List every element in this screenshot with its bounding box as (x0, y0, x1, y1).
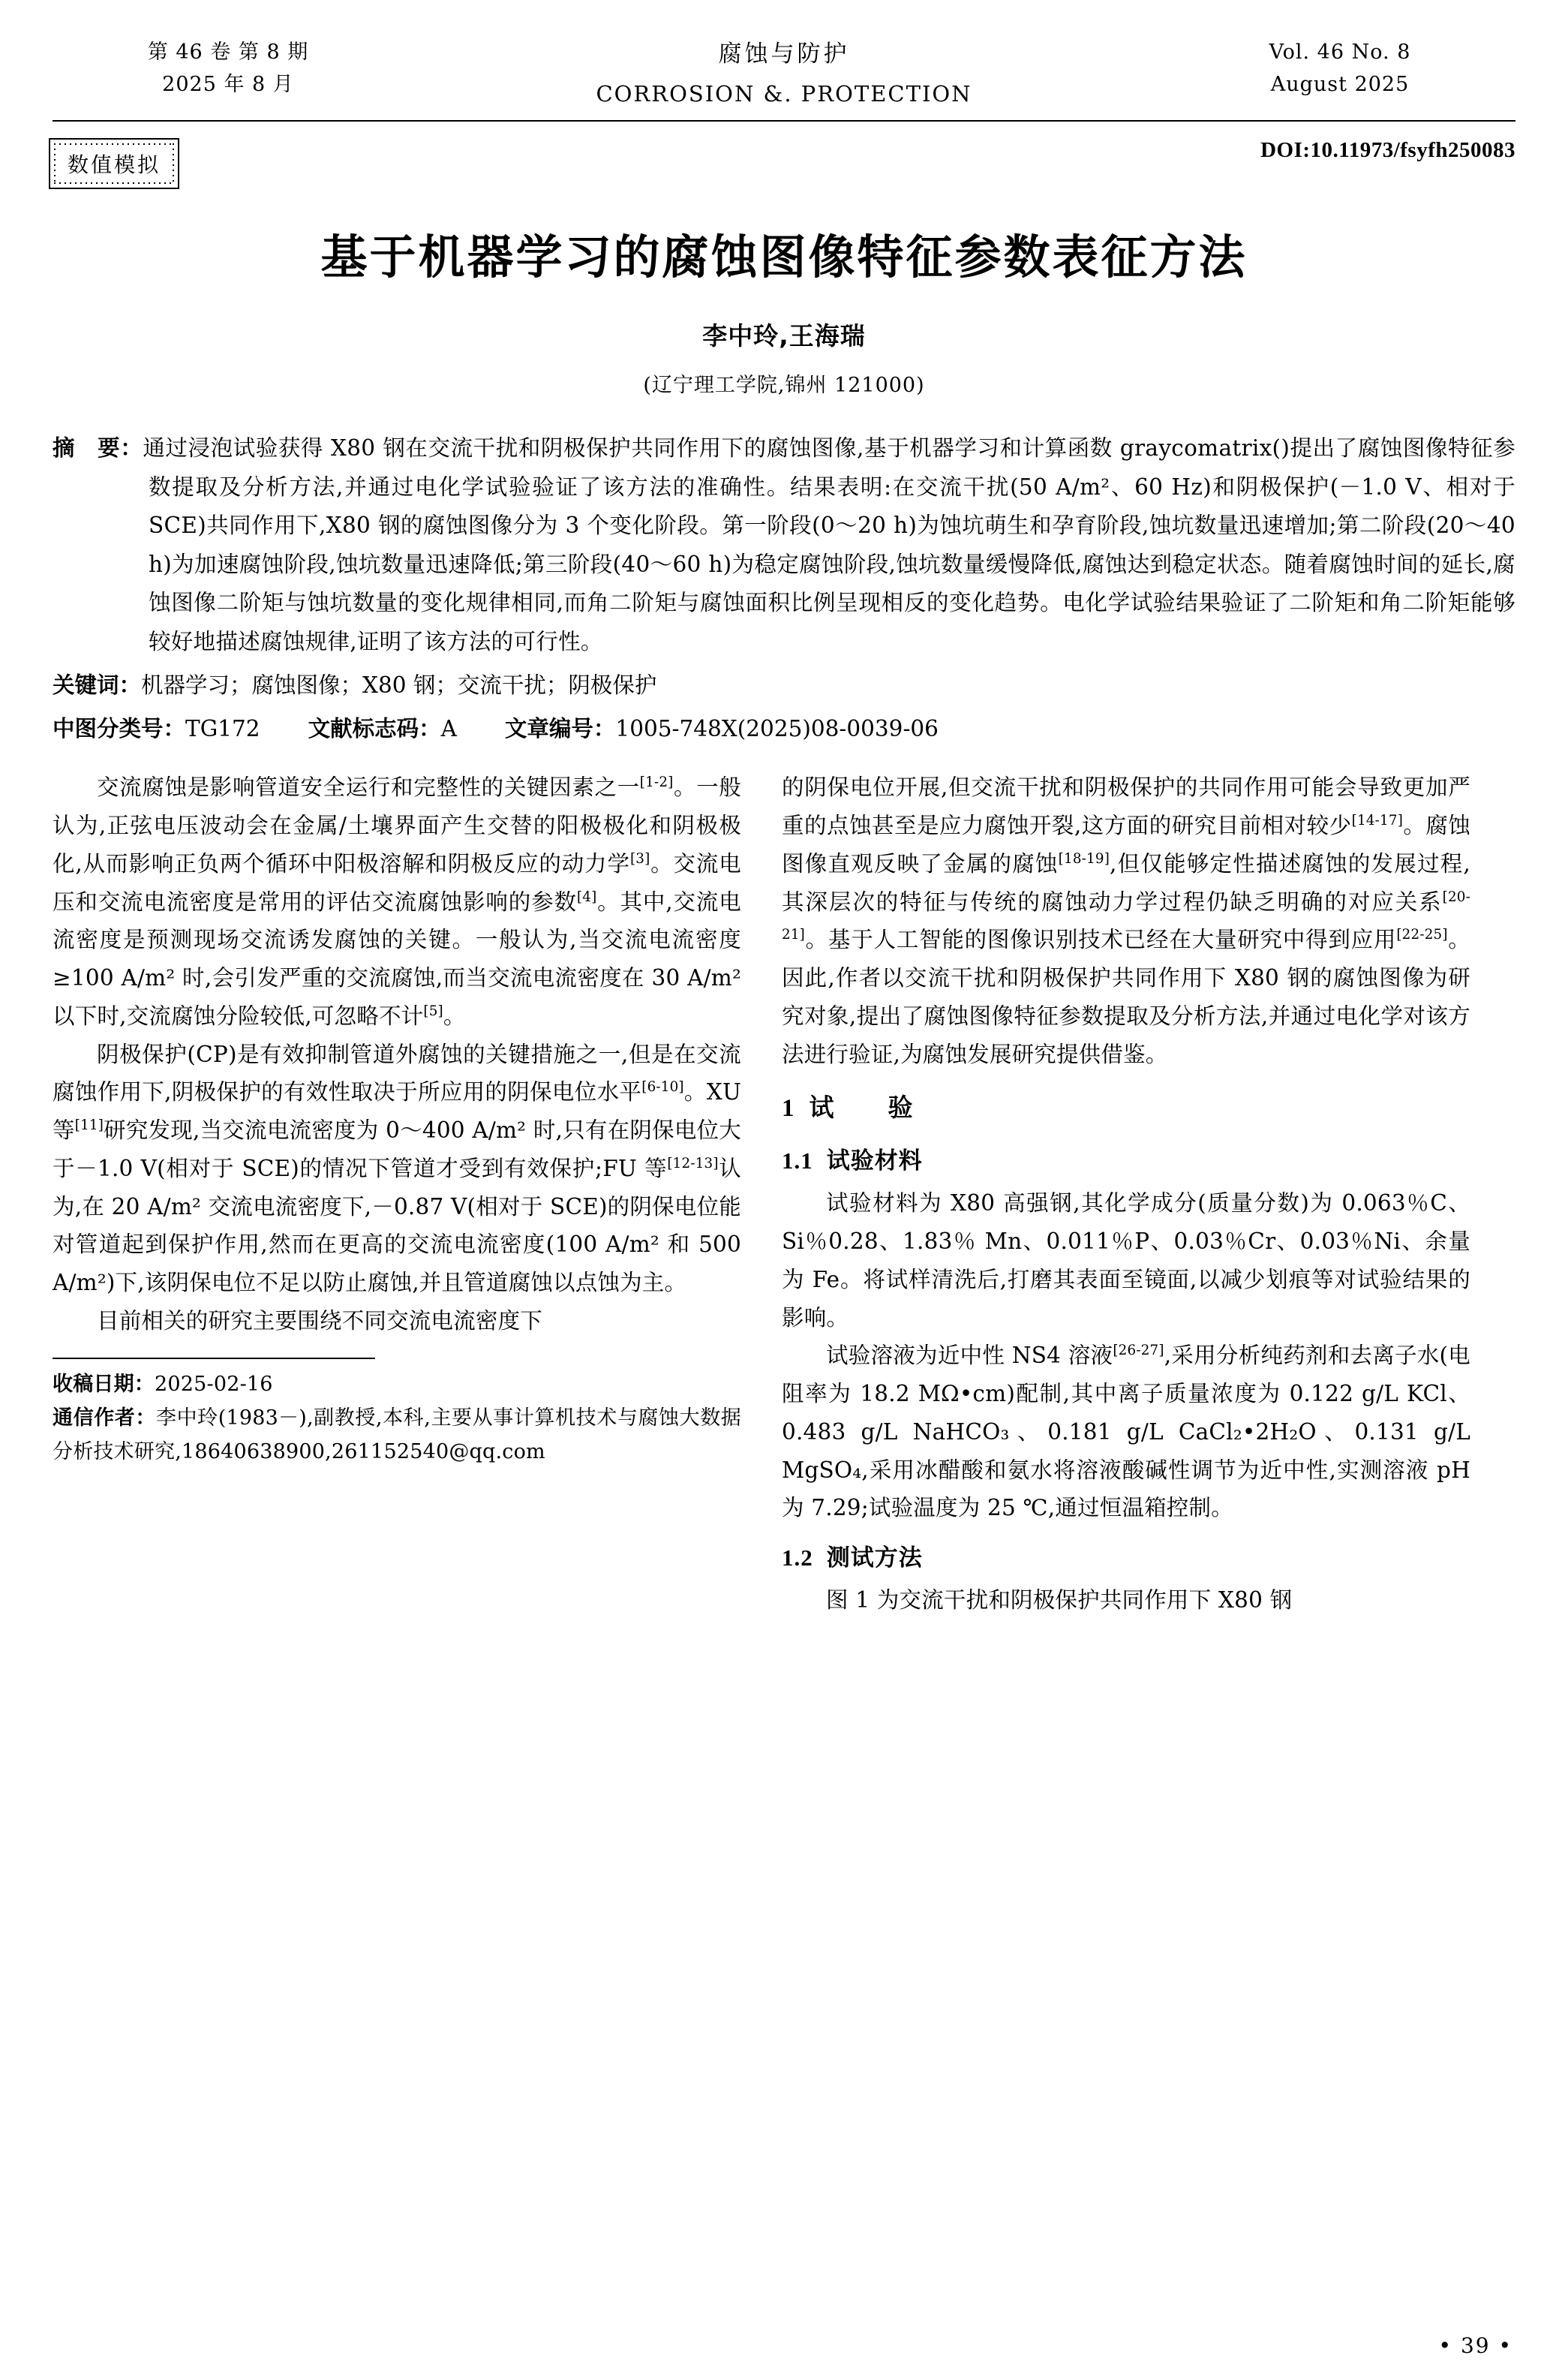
paragraph: 目前相关的研究主要围绕不同交流电流密度下 (97, 1307, 543, 1334)
article-group (505, 709, 939, 749)
journal-name-cn: 腐蚀与防护 (718, 41, 850, 68)
doc-label: 文献标志码： (308, 716, 441, 742)
subsection-number-1-1: 1.1 (782, 1147, 813, 1174)
volume-issue-line: 第 46 卷 第 8 期 (147, 41, 309, 64)
issue-date-line: 2025 年 8 月 (162, 73, 294, 97)
page-title: 基于机器学习的腐蚀图像特征参数表征方法 (320, 229, 1248, 284)
page-number: • 39 • (1438, 2333, 1512, 2358)
article-label: 文章编号： (504, 716, 616, 742)
right-column (782, 768, 1470, 1620)
subsection-heading-1-2 (782, 1538, 1470, 1578)
affiliation: (辽宁理工学院,锦州 121000) (643, 373, 925, 397)
paragraph: 阴极保护(CP)是有效抑制管道外腐蚀的关键措施之一,但是在交流腐蚀作用下,阴极保护的有效性取决于所应用的阴保电位水平[6-10]。XU 等[11]研究发现,当交流电流密度为 0～400 A/m² 时,只有在阴保电位大于－1.0 V(相对于 SCE)的情况下管道才受到有效保护;FU 等[12-13]认为,在 20 A/m² 交流电流密度下,－0.87 V(相对于 SCE)的阴保电位能对管道起到保护作用,然而在更高的交流电流密度(100 A/m² 和 500 A/m²)下,该阴保电位不足以防止腐蚀,并且管道腐蚀以点蚀为主。 (53, 1041, 742, 1295)
subsection-title-1-2: 测试方法 (826, 1544, 923, 1571)
classification-line (53, 709, 1515, 749)
received-date-value: 2025-02-16 (155, 1373, 273, 1397)
corresponding-author-label: 通信作者： (53, 1406, 156, 1430)
subsection-title-1-1: 试验材料 (826, 1147, 923, 1175)
abstract-label: 摘 要： (53, 435, 143, 461)
header-divider (53, 120, 1515, 122)
journal-name-block (401, 36, 1167, 111)
article-value: 1005-748X(2025)08-0039-06 (615, 716, 939, 742)
clc-value: TG172 (185, 716, 260, 742)
paragraph: 交流腐蚀是影响管道安全运行和完整性的关键因素之一[1-2]。一般认为,正弦电压波动会在金属/土壤界面产生交替的阳极极化和阴极极化,从而影响正负两个循环中阳极溶解和阴极反应的动力学[3]。交流电压和交流电流密度是常用的评估交流腐蚀影响的参数[4]。其中,交流电流密度是预测现场交流诱发腐蚀的关键。一般认为,当交流电流密度≥100 A/m² 时,会引发严重的交流腐蚀,而当交流电流密度在 30 A/m² 以下时,交流腐蚀分险较低,可忽略不计[5]。 (53, 774, 742, 1029)
corresponding-author-line (53, 1402, 741, 1469)
received-date-line (53, 1368, 741, 1402)
paragraph: 试验溶液为近中性 NS4 溶液[26-27],采用分析纯药剂和去离子水(电阻率为 18.2 MΩ•cm)配制,其中离子质量浓度为 0.122 g/L KCl、0.483 g/L NaHCO₃、0.181 g/L CaCl₂•2H₂O、0.131 g/L MgSO₄,采用冰醋酸和氨水将溶液酸碱性调节为近中性,实测溶液 pH 为 7.29;试验温度为 25 ℃,通过恒温箱控制。 (782, 1343, 1470, 1521)
section-title-1: 试 验 (809, 1093, 915, 1123)
paragraph: 图 1 为交流干扰和阴极保护共同作用下 X80 钢 (826, 1587, 1293, 1614)
subsection-number-1-2: 1.2 (782, 1544, 813, 1571)
running-head (53, 36, 1515, 111)
corresponding-author-value: 李中玲(1983－),副教授,本科,主要从事计算机技术与腐蚀大数据分析技术研究,18640638900,261152540@qq.com (53, 1406, 741, 1463)
paragraph: 试验材料为 X80 高强钢,其化学成分(质量分数)为 0.063％C、Si％0.28、1.83％ Mn、0.011％P、0.03％Cr、0.03％Ni、余量为 Fe。将试样清洗后,打磨其表面至镜面,以减少划痕等对试验结果的影响。 (782, 1190, 1470, 1331)
doc-value: A (440, 716, 457, 742)
abstract-text: 通过浸泡试验获得 X80 钢在交流干扰和阴极保护共同作用下的腐蚀图像,基于机器学习和计算函数 graycomatrix()提出了腐蚀图像特征参数提取及分析方法,并通过电化学试验验证了该方法的准确性。结果表明:在交流干扰(50 A/m²、60 Hz)和阴极保护(－1.0 V、相对于 SCE)共同作用下,X80 钢的腐蚀图像分为 3 个变化阶段。第一阶段(0～20 h)为蚀坑萌生和孕育阶段,蚀坑数量迅速增加;第二阶段(20～40 h)为加速腐蚀阶段,蚀坑数量迅速降低;第三阶段(40～60 h)为稳定腐蚀阶段,蚀坑数量缓慢降低,腐蚀达到稳定状态。随着腐蚀时间的延长,腐蚀图像二阶矩与蚀坑数量的变化规律相同,而角二阶矩与腐蚀面积比例呈现相反的变化趋势。电化学试验结果验证了二阶矩和角二阶矩能够较好地描述腐蚀规律,证明了该方法的可行性。 (143, 435, 1515, 655)
issue-date-en: August 2025 (1270, 73, 1410, 97)
paragraph-continued: 的阴保电位开展,但交流干扰和阴极保护的共同作用可能会导致更加严重的点蚀甚至是应力腐蚀开裂,这方面的研究目前相对较少[14-17]。腐蚀图像直观反映了金属的腐蚀[18-19],但仅能够定性描述腐蚀的发展过程,其深层次的特征与传统的腐蚀动力学过程仍缺乏明确的对应关系[20-21]。基于人工智能的图像识别技术已经在大量研究中得到应用[22-25]。因此,作者以交流干扰和阴极保护共同作用下 X80 钢的腐蚀图像为研究对象,提出了腐蚀图像特征参数提取及分析方法,并通过电化学对该方法进行验证,为腐蚀发展研究提供借鉴。 (782, 774, 1471, 1067)
journal-name-en: CORROSION &. PROTECTION (596, 80, 972, 107)
doi: DOI:10.11973/fsyfh250083 (1260, 137, 1515, 162)
volume-issue-block (56, 36, 401, 101)
left-column (53, 768, 741, 1620)
category-stamp: 数值模拟 (53, 142, 176, 185)
subsection-heading-1-1 (782, 1141, 1470, 1181)
keywords-line (53, 666, 1515, 705)
authors: 李中玲,王海瑞 (702, 320, 866, 350)
section-heading-1 (782, 1087, 1470, 1130)
abstract-block (53, 429, 1515, 662)
received-date-label: 收稿日期： (53, 1373, 155, 1397)
footnote-block (53, 1358, 741, 1469)
doc-group (308, 709, 457, 749)
volume-issue-en-block (1167, 36, 1512, 101)
body-columns (53, 768, 1515, 1620)
clc-group (53, 709, 260, 749)
abstract-paragraph (53, 429, 1515, 662)
section-number-1: 1 (782, 1095, 796, 1123)
volume-issue-en: Vol. 46 No. 8 (1269, 41, 1411, 64)
footnote-divider (53, 1358, 375, 1359)
keywords-label: 关键词： (53, 672, 142, 698)
keywords-text: 机器学习；腐蚀图像；X80 钢；交流干扰；阴极保护 (141, 672, 657, 698)
clc-label: 中图分类号： (53, 716, 186, 742)
